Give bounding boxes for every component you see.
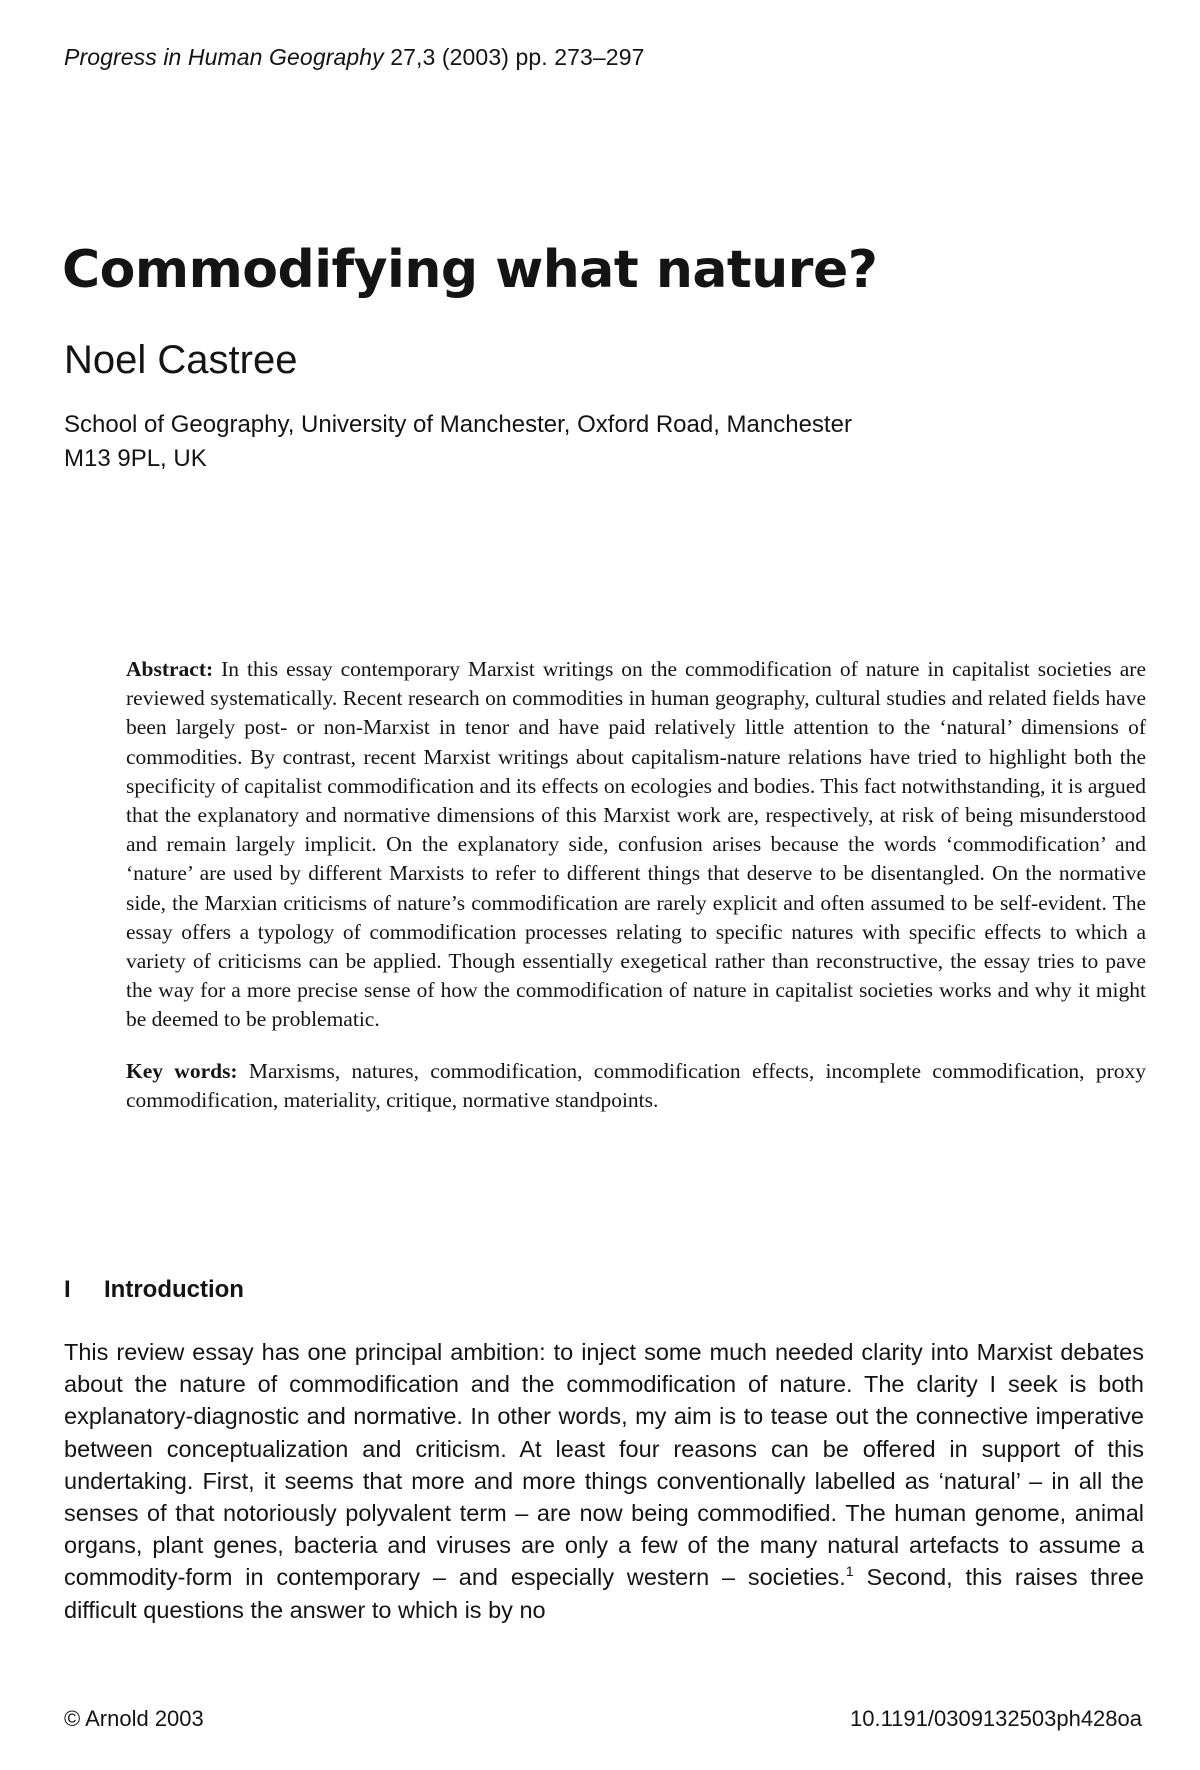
abstract-text: In this essay contemporary Marxist writings on the commodification of nature in capitalist societies are reviewed systematically. Recent research on commodities in human geography, cultural studies and related fields have been largely post- or non-Marxist in tenor and have paid relatively little attention to the ‘natural’ dimensions of commodities. By contrast, recent Marxist writings about capitalism-nature relations have tried to highlight both the specificity of capitalist commodification and its effects on ecologies and bodies. This fact notwithstanding, it is argued that the explanatory and normative dimensions of this Marxist work are, respectively, at risk of being misunderstood and remain largely implicit. On the explanatory side, confusion arises because the words ‘commodification’ and ‘nature’ are used by different Marxists to refer to different things that deserve to be disentangled. On the normative side, the Marxian criticisms of nature’s commodification are rarely explicit and often assumed to be self-evident. The essay offers a typology of commodification processes relating to specific natures with specific effects to which a variety of criticisms can be applied. Though essentially exegetical rather than reconstructive, the essay tries to pave the way for a more precise sense of how the commodification of nature in capitalist societies works and why it might be deemed to be problematic. bbox=[126, 657, 1146, 1032]
body-paragraph bbox=[64, 1336, 1144, 1626]
body-text-part-1: This review essay has one principal ambition: to inject some much needed clarity into Marxist debates about the nature of commodification and the commodification of nature. The clarity I seek is both explanatory-diagnostic and normative. In other words, my aim is to tease out the connective imperative between conceptualization and criticism. At least four reasons can be offered in support of this undertaking. First, it seems that more and more things conventionally labelled as ‘natural’ – in all the senses of that notoriously polyvalent term – are now being commodified. The human genome, animal organs, plant genes, bacteria and viruses are only a few of the many natural artefacts to assume a commodity-form in contemporary – and especially western – societies. bbox=[64, 1339, 1144, 1591]
keywords-text: Marxisms, natures, commodification, commodification effects, incomplete commodification, proxy commodification, materiality, critique, normative standpoints. bbox=[126, 1058, 1146, 1112]
author-name: Noel Castree bbox=[64, 338, 298, 382]
section-heading bbox=[64, 1276, 244, 1304]
running-head bbox=[64, 44, 644, 71]
article-title: Commodifying what nature? bbox=[62, 240, 878, 300]
abstract-label: Abstract: bbox=[126, 657, 214, 681]
body-text-part-2: Second, this raises three difficult questions the answer to which is by no bbox=[64, 1564, 1144, 1623]
affiliation-line-1: School of Geography, University of Manchester, Oxford Road, Manchester bbox=[64, 411, 852, 438]
copyright-notice: © Arnold 2003 bbox=[64, 1706, 204, 1731]
abstract bbox=[126, 655, 1146, 1035]
author-affiliation bbox=[64, 408, 1024, 476]
journal-title: Progress in Human Geography bbox=[64, 44, 384, 70]
abstract-block bbox=[126, 655, 1146, 1115]
section-title: Introduction bbox=[104, 1276, 244, 1303]
keywords bbox=[126, 1057, 1146, 1115]
affiliation-line-2: M13 9PL, UK bbox=[64, 445, 207, 472]
doi: 10.1191/0309132503ph428oa bbox=[849, 1706, 1142, 1731]
keywords-label: Key words: bbox=[126, 1058, 238, 1083]
section-number: I bbox=[64, 1276, 71, 1303]
footnote-marker[interactable]: 1 bbox=[845, 1563, 854, 1580]
citation-info: 27,3 (2003) pp. 273–297 bbox=[383, 44, 645, 70]
